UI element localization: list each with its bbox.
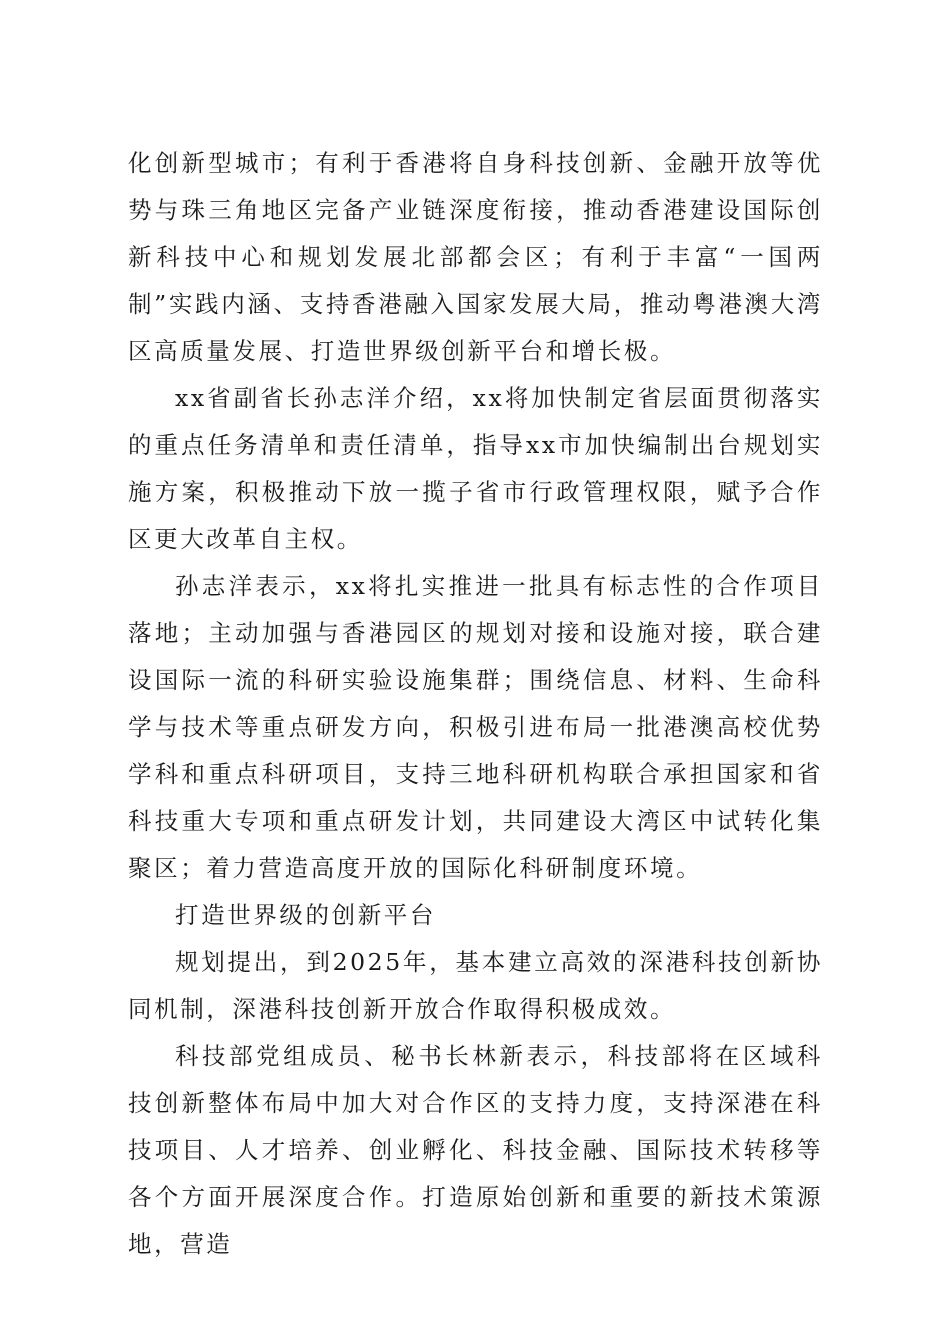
paragraph-plan-2025: 规划提出，到2025年，基本建立高效的深港科技创新协同机制，深港科技创新开放合作取得积极成效。	[128, 948, 823, 1023]
paragraph-continuation: 化创新型城市；有利于香港将自身科技创新、金融开放等优势与珠三角地区完备产业链深度衔接，推动香港建设国际创新科技中心和规划发展北部都会区；有利于丰富“一国两制”实践内涵、支持香港融入国家发展大局，推动粤港澳大湾区高质量发展、打造世界级创新平台和增长极。	[128, 149, 823, 365]
paragraph-lin-xin-statement: 科技部党组成员、秘书长林新表示，科技部将在区域科技创新整体布局中加大对合作区的支持力度，支持深港在科技项目、人才培养、创业孵化、科技金融、国际技术转移等各个方面开展深度合作。打造原始创新和重要的新技术策源地，营造	[128, 1042, 823, 1258]
paragraph-sun-zhiyang-statement: 孙志洋表示，xx将扎实推进一批具有标志性的合作项目落地；主动加强与香港园区的规划对接和设施对接，联合建设国际一流的科研实验设施集群；围绕信息、材料、生命科学与技术等重点研发方向，积极引进布局一批港澳高校优势学科和重点科研项目，支持三地科研机构联合承担国家和省科技重大专项和重点研发计划，共同建设大湾区中试转化集聚区；着力营造高度开放的国际化科研制度环境。	[128, 572, 823, 882]
section-heading: 打造世界级的创新平台	[175, 901, 436, 929]
document-body	[128, 140, 823, 1268]
paragraph-vice-governor-intro: xx省副省长孙志洋介绍，xx将加快制定省层面贯彻落实的重点任务清单和责任清单，指导xx市加快编制出台规划实施方案，积极推动下放一揽子省市行政管理权限，赋予合作区更大改革自主权。	[128, 384, 823, 553]
